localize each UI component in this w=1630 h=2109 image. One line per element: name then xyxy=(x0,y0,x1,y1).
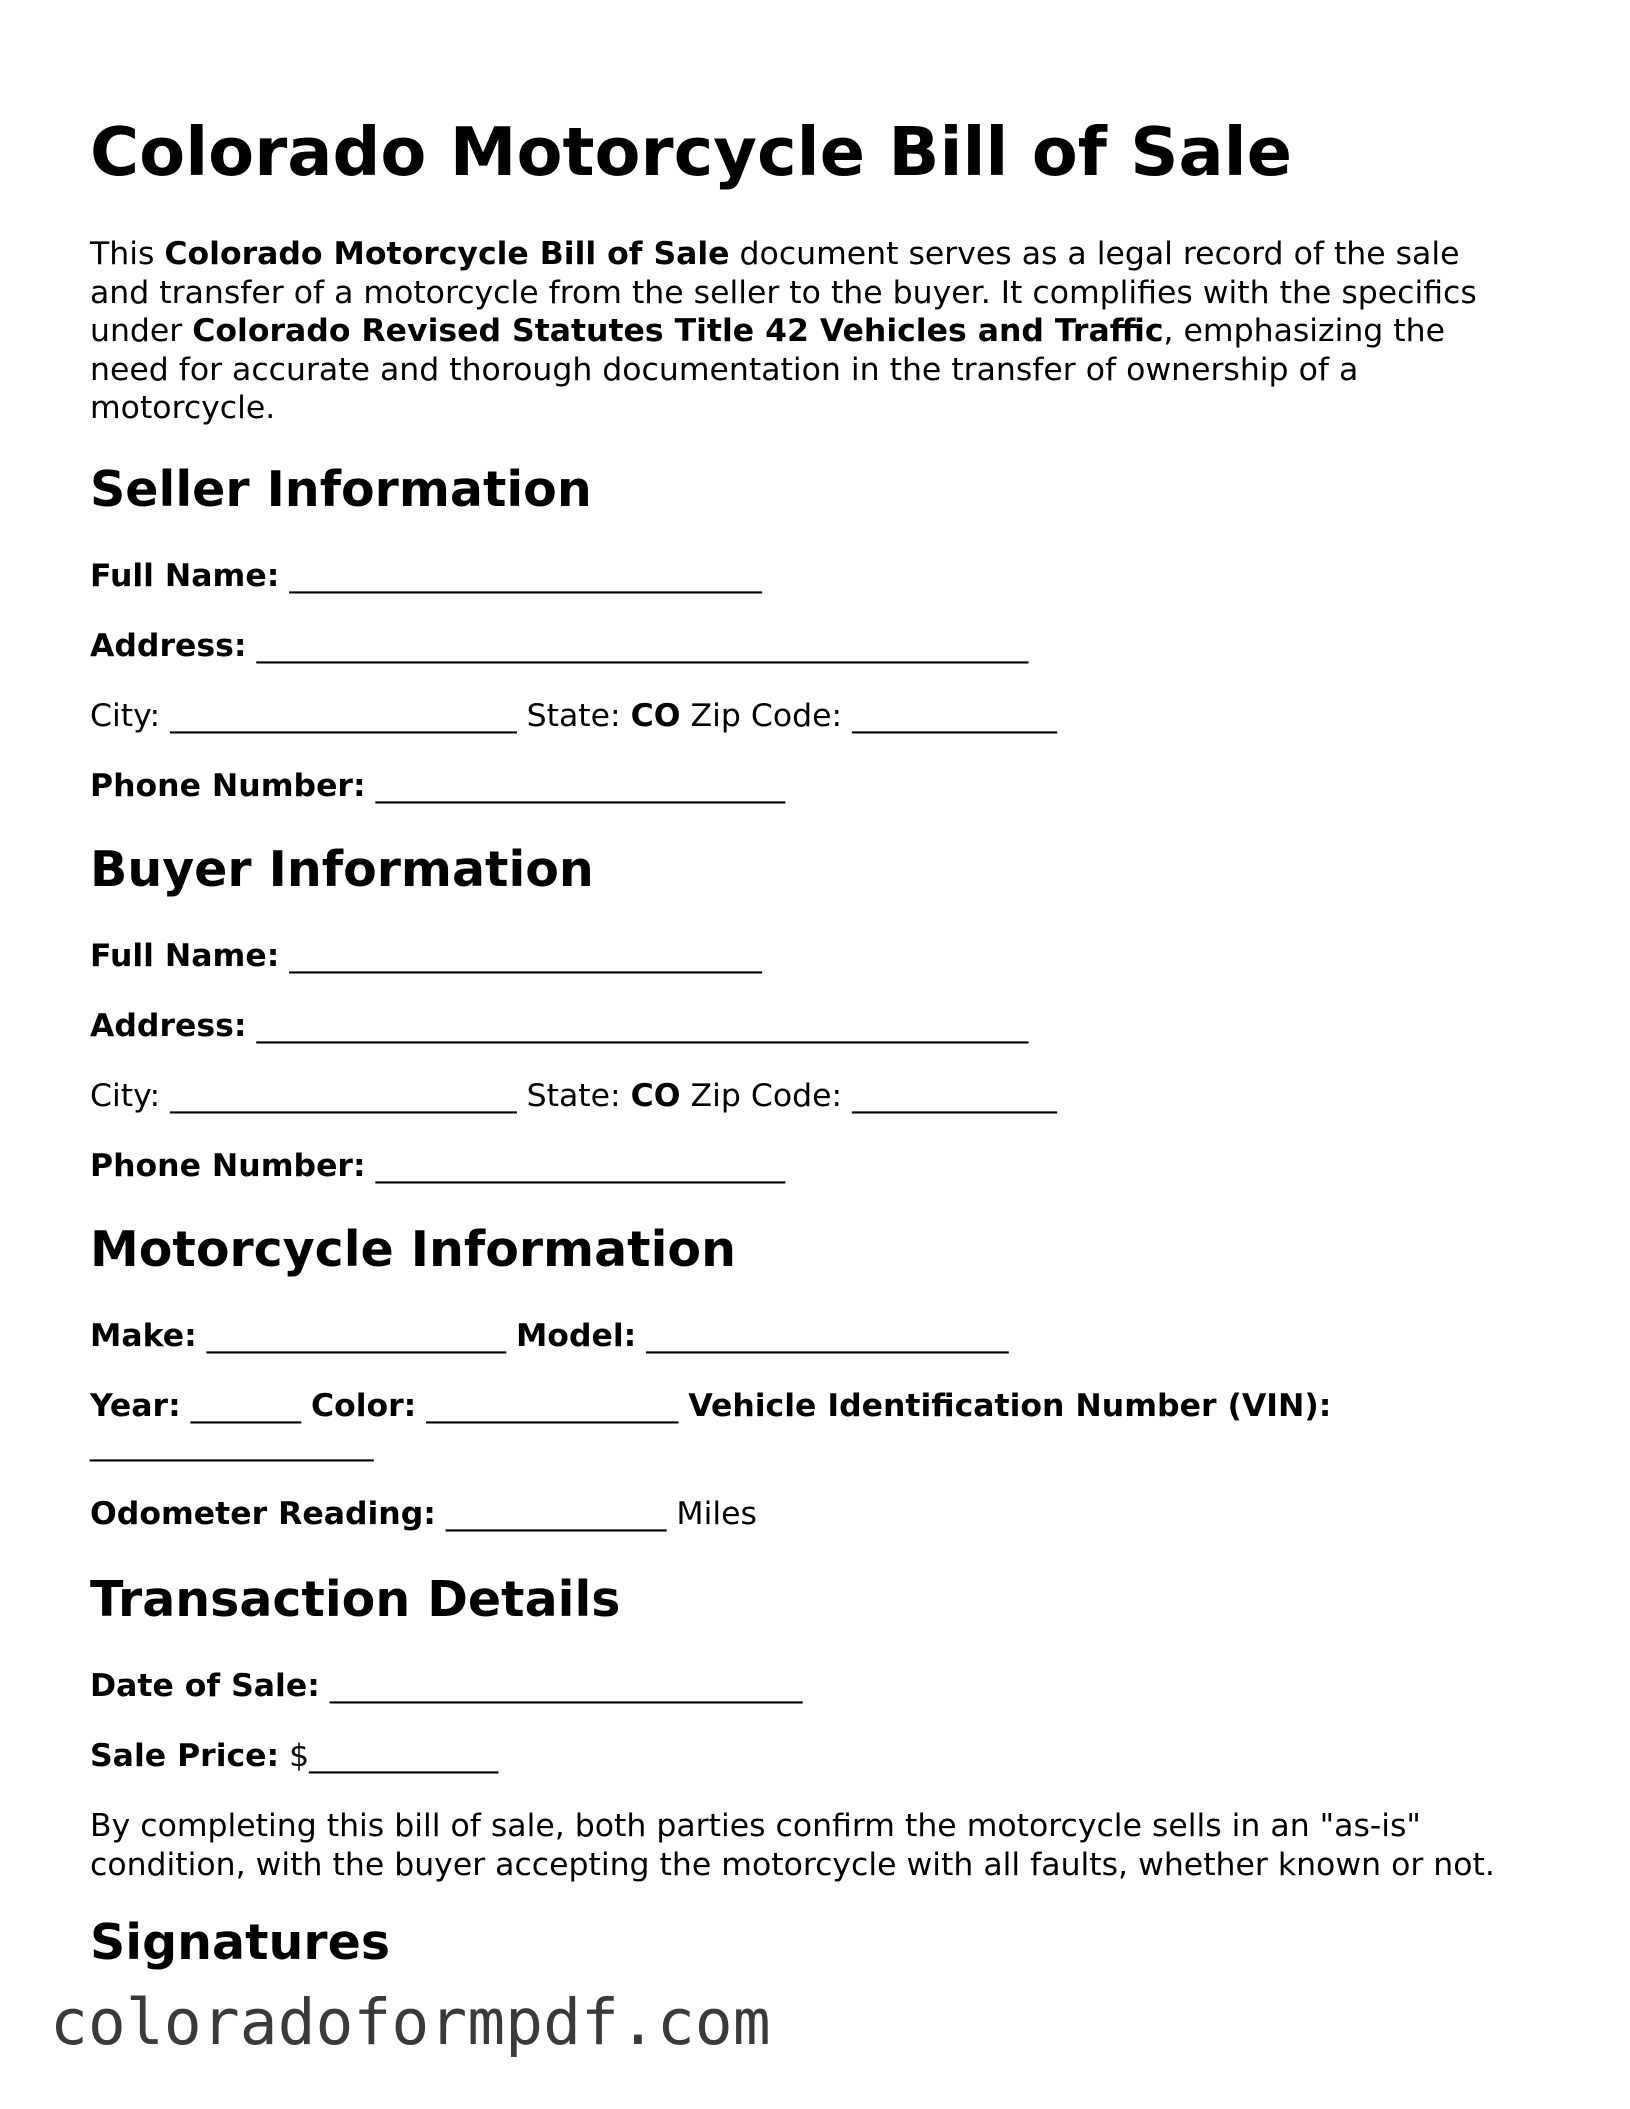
buyer-state-label: State: xyxy=(526,1078,621,1114)
motorcycle-heading: Motorcycle Information xyxy=(90,1221,736,1278)
motorcycle-color-field[interactable]: ________________ xyxy=(426,1388,679,1424)
transaction-price-field[interactable]: $____________ xyxy=(289,1738,499,1774)
motorcycle-model-field[interactable]: _______________________ xyxy=(646,1318,1009,1354)
buyer-full-name-label: Full Name: xyxy=(90,938,280,974)
motorcycle-vin-label: Vehicle Identification Number (VIN): xyxy=(688,1388,1332,1424)
buyer-phone-label: Phone Number: xyxy=(90,1148,366,1184)
watermark-text: coloradoformpdf.com xyxy=(50,1986,771,2059)
transaction-date-label: Date of Sale: xyxy=(90,1668,320,1704)
seller-full-name-label: Full Name: xyxy=(90,558,280,594)
motorcycle-vin-field[interactable]: __________________ xyxy=(90,1426,374,1462)
seller-zip-field[interactable]: _____________ xyxy=(852,698,1057,734)
buyer-phone-field[interactable]: __________________________ xyxy=(375,1148,786,1184)
seller-city-label: City: xyxy=(90,698,161,734)
buyer-address-label: Address: xyxy=(90,1008,247,1044)
transaction-heading: Transaction Details xyxy=(90,1571,621,1628)
as-is-paragraph: By completing this bill of sale, both parties confirm the motorcycle sells in an "as-is" condition, with the buyer accepting the motorcycle with all faults, whether known or not. xyxy=(90,1808,1495,1883)
intro-bold-form-name: Colorado Motorcycle Bill of Sale xyxy=(164,236,730,272)
seller-phone-label: Phone Number: xyxy=(90,768,366,804)
motorcycle-odometer-unit: Miles xyxy=(676,1496,757,1532)
motorcycle-model-label: Model: xyxy=(515,1318,637,1354)
seller-phone-field[interactable]: __________________________ xyxy=(375,768,786,804)
buyer-phone-row xyxy=(90,1146,785,1186)
buyer-city-label: City: xyxy=(90,1078,161,1114)
motorcycle-color-label: Color: xyxy=(310,1388,417,1424)
intro-text-1: This xyxy=(90,236,165,272)
motorcycle-make-model-row xyxy=(90,1316,1009,1356)
buyer-full-name-field[interactable]: ______________________________ xyxy=(289,938,762,974)
motorcycle-make-field[interactable]: ___________________ xyxy=(206,1318,506,1354)
intro-text-3: , emphasizing the need for accurate and thorough documentation in the transfer of ownership of a motorcycle. xyxy=(90,313,1445,426)
seller-address-label: Address: xyxy=(90,628,247,664)
seller-address-row xyxy=(90,626,1028,666)
buyer-city-field[interactable]: ______________________ xyxy=(170,1078,517,1114)
motorcycle-make-label: Make: xyxy=(90,1318,197,1354)
seller-city-field[interactable]: ______________________ xyxy=(170,698,517,734)
intro-text-2: document serves as a legal record of the sale and transfer of a motorcycle from the seller to the buyer. It complifies with the specifics under xyxy=(90,236,1477,349)
intro-bold-statute: Colorado Revised Statutes Title 42 Vehicles and Traffic xyxy=(192,313,1164,349)
transaction-date-row xyxy=(90,1666,802,1706)
seller-phone-row xyxy=(90,766,785,806)
motorcycle-year-field[interactable]: _______ xyxy=(190,1388,301,1424)
motorcycle-odometer-row xyxy=(90,1494,757,1534)
seller-state-label: State: xyxy=(526,698,621,734)
buyer-full-name-row xyxy=(90,936,762,976)
buyer-state-value: CO xyxy=(630,1078,681,1114)
buyer-city-state-zip-row xyxy=(90,1076,1057,1116)
motorcycle-year-label: Year: xyxy=(90,1388,181,1424)
transaction-date-field[interactable]: ______________________________ xyxy=(329,1668,803,1704)
seller-full-name-field[interactable]: ______________________________ xyxy=(289,558,762,594)
buyer-address-field[interactable]: _________________________________________________ xyxy=(256,1008,1029,1044)
motorcycle-vin-field-row xyxy=(90,1424,374,1464)
transaction-price-row xyxy=(90,1736,498,1776)
buyer-zip-field[interactable]: _____________ xyxy=(852,1078,1057,1114)
buyer-heading: Buyer Information xyxy=(90,841,594,898)
buyer-zip-label: Zip Code: xyxy=(690,1078,843,1114)
seller-state-value: CO xyxy=(630,698,681,734)
seller-full-name-row xyxy=(90,556,762,596)
signatures-heading: Signatures xyxy=(90,1914,390,1971)
seller-heading: Seller Information xyxy=(90,461,592,518)
motorcycle-odometer-field[interactable]: ______________ xyxy=(445,1496,667,1532)
seller-address-field[interactable]: _________________________________________________ xyxy=(256,628,1029,664)
motorcycle-year-color-vin-row xyxy=(90,1386,1331,1426)
motorcycle-odometer-label: Odometer Reading: xyxy=(90,1496,436,1532)
seller-city-state-zip-row xyxy=(90,696,1057,736)
seller-zip-label: Zip Code: xyxy=(690,698,843,734)
buyer-address-row xyxy=(90,1006,1028,1046)
intro-paragraph xyxy=(90,235,1520,428)
transaction-price-label: Sale Price: xyxy=(90,1738,280,1774)
document-title: Colorado Motorcycle Bill of Sale xyxy=(90,113,1293,191)
